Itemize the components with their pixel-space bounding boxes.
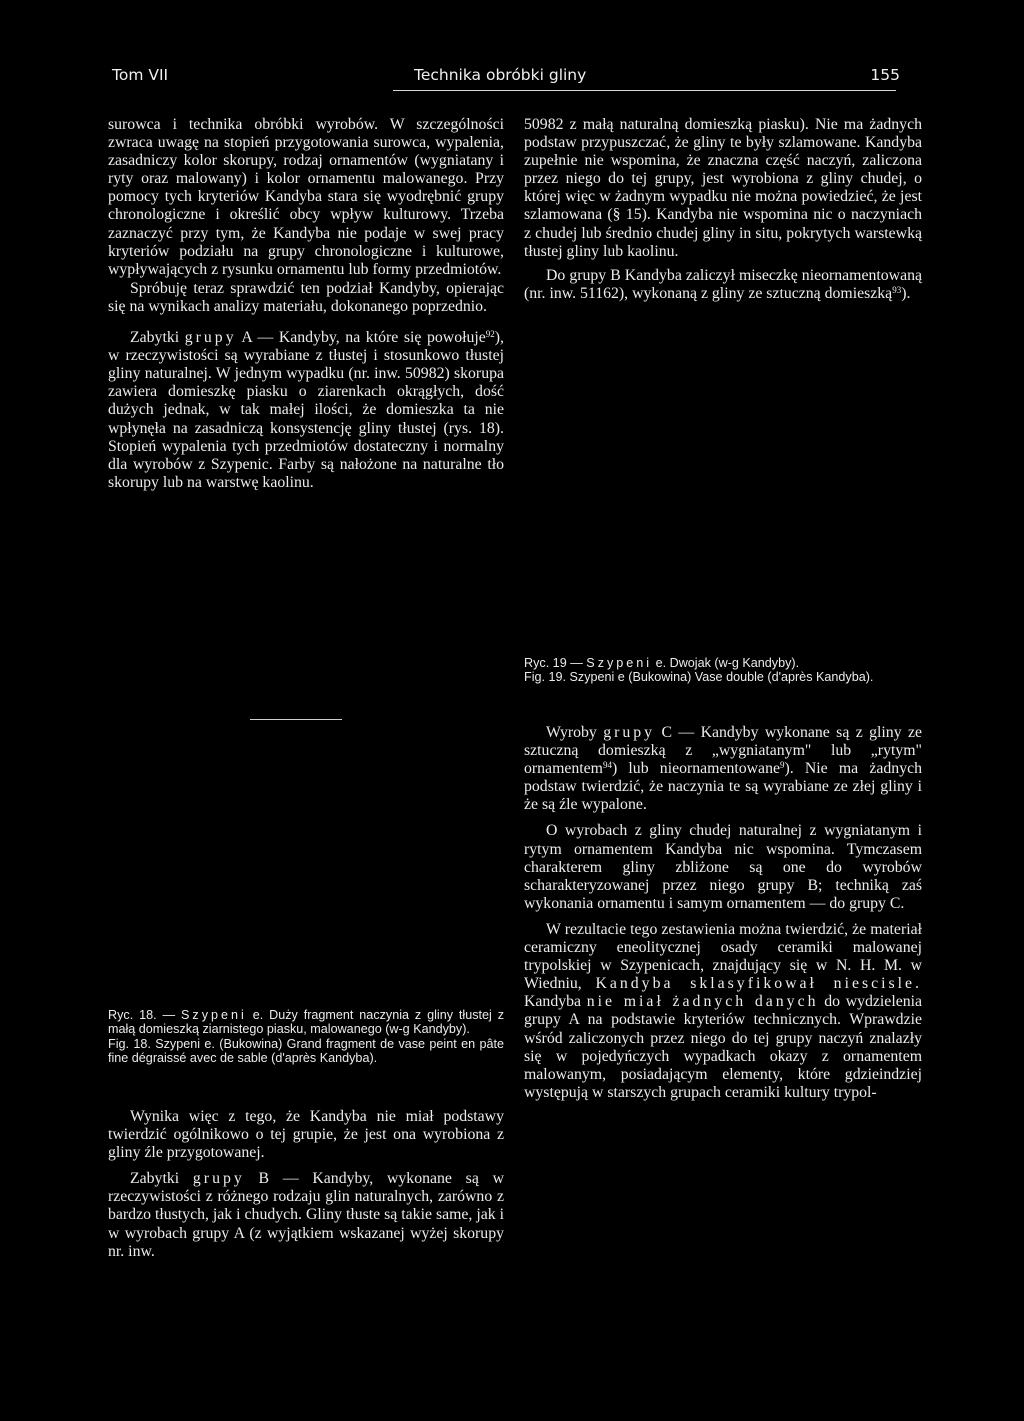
figure-19-caption: [524, 656, 922, 685]
right-paragraph-3: Wyroby grupy C — Kandyby wykonane są z gliny ze sztuczną domieszką z „wygniatanym" lub „rytym" ornamentem$^{94}$) lub nieornamentowane$^9$). Nie ma żadnych podstaw twierdzić, że naczynia te są wyrabiane ze złej gliny i że są źle wypalone.: [524, 724, 922, 814]
figure-18-caption: [108, 1008, 504, 1065]
right-paragraph-4: O wyrobach z gliny chudej naturalnej z wygniatanym i rytym ornamentem Kandyba nic wspomina. Tymczasem charakterem gliny zbliżone są one do wyrobów scharakteryzowanej przez niego grupy B; techniką zaś wykonania ornamentu i samym ornamentem — do grupy C.: [524, 822, 922, 912]
right-column-text-lower: [524, 724, 922, 1102]
spaced-term: Kandyba sklasyfikował niescisle.: [595, 975, 923, 993]
spaced-term: grupy: [184, 329, 237, 347]
volume-label: Tom VII: [112, 66, 169, 84]
footnote-ref: 94: [602, 760, 612, 771]
spaced-term: grupy: [192, 1170, 245, 1188]
left-paragraph-1: surowca i technika obróbki wyrobów. W szczególności zwraca uwagę na stopień przygotowania surowca, wypalenia, zasadniczy kolor skorupy, rodzaj ornamentów (wygniatany i ryty oraz malowany) i kolor ornamentu malowanego. Przy pomocy tych kryteriów Kandyba stara się wyodrębnić grupy chronologiczne i określić obcy wpływ kulturowy. Trzeba zaznaczyć przy tym, że Kandyba nie podaje w swej pracy kryteriów podziału na grupy chronologiczne i kulturowe, wypływających z rysunku ornamentu lub formy przedmiotów.: [108, 116, 504, 278]
figure-18-caption-fr: Fig. 18. Szypeni e. (Bukowina) Grand fragment de vase peint en pâte fine dégraissé avec de sable (d'après Kandyba).: [108, 1036, 504, 1065]
right-paragraph-1: 50982 z małą naturalną domieszką piasku). Nie ma żadnych podstaw przypuszczać, że gliny te były szlamowane. Kandyba zupełnie nie wspomina, że znaczna część naczyń, zaliczona przez niego do tej grupy, jest wyrobiona z gliny chudej, o której więc w żadnym wypadku nie można powiedzieć, że jest szlamowana (§ 15). Kandyba nie wspomina nic o naczyniach z chudej lub średnio chudej gliny in situ, pokrytych warstewką tłustej gliny lub kaolinu.: [524, 116, 922, 260]
page-number: 155: [870, 66, 900, 84]
right-column-text: [524, 116, 922, 303]
running-header: [108, 66, 904, 92]
running-title: Technika obróbki gliny: [414, 66, 587, 84]
spaced-term: grupy: [603, 724, 656, 741]
figure-19-caption-fr: Fig. 19. Szypeni e (Bukowina) Vase double (d'après Kandyba).: [524, 670, 874, 685]
left-column-text-lower: [108, 1108, 504, 1261]
footnote-ref: 92: [485, 329, 495, 340]
left-column-text: [108, 116, 504, 492]
figure-19-caption-pl: Ryc. 19 — Szypeni e. Dwojak (w-g Kandyby).: [524, 656, 800, 670]
left-paragraph-4: Wynika więc z tego, że Kandyba nie miał podstawy twierdzić ogólnikowo o tej grupie, że jest ona wyrobiona z gliny źle przygotowanej.: [108, 1108, 504, 1162]
figure-18-caption-pl: Ryc. 18. — Szypeni e. Duży fragment naczynia z gliny tłustej z małą domieszką ziarnistego piasku, malowanego (w-g Kandyby).: [108, 1008, 504, 1037]
right-paragraph-2: Do grupy B Kandyba zaliczył miseczkę nieornamentowaną (nr. inw. 51162), wykonaną z gliny ze sztuczną domieszką$^{93}$).: [524, 266, 922, 302]
section-divider: [250, 719, 342, 720]
left-paragraph-5: Zabytki grupy B — Kandyby, wykonane są w rzeczywistości z różnego rodzaju glin naturalnych, zarówno z bardzo tłustych, jak i chudych. Gliny tłuste są takie same, jak i w wyrobach grupy A (z wyjątkiem wskazanej wyżej skorupy nr. inw.: [108, 1170, 504, 1260]
header-rule: [393, 90, 896, 91]
spaced-term: nie miał żadnych danych: [586, 993, 819, 1011]
footnote-ref: 93: [892, 284, 902, 295]
left-paragraph-2: Spróbuję teraz sprawdzić ten podział Kandyby, opierając się na wynikach analizy materiału, dokonanego poprzednio.: [108, 279, 504, 315]
left-paragraph-3: Zabytki grupy A — Kandyby, na które się powołuje$^{92}$), w rzeczywistości są wyrabiane z tłustej i stosunkowo tłustej gliny naturalnej. W jednym wypadku (nr. inw. 50982) skorupa zawiera domieszkę piasku o ziarenkach okrągłych, dość dużych jednak, w tak małej ilości, że domieszka ta nie wpłynęła na zasadniczą konsystencję gliny tłustej (rys. 18). Stopień wypalenia tych przedmiotów dostateczny i normalny dla wyrobów z Szypenic. Farby są nałożone na naturalne tło skorupy lub na warstwę kaolinu.: [108, 329, 505, 491]
footnote-ref: 9: [779, 760, 785, 771]
right-paragraph-5: W rezultacie tego zestawienia można twierdzić, że materiał ceramiczny eneolitycznej osady ceramiki malowanej trypolskiej w Szypenicach, znajdujący się w N. H. M. w Wiedniu, Kandyba sklasyfikował niescisle. Kandyba nie miał żadnych danych do wydzielenia grupy A na podstawie kryteriów technicznych. Wprawdzie wśród zaliczonych przez niego do tej grupy naczyń znalazły się w pojedyńczych wypadkach okazy z ornamentem malowanym, posiadającym elementy, które gdzieindziej występują w starszych grupach ceramiki kultury trypol-: [524, 920, 923, 1101]
